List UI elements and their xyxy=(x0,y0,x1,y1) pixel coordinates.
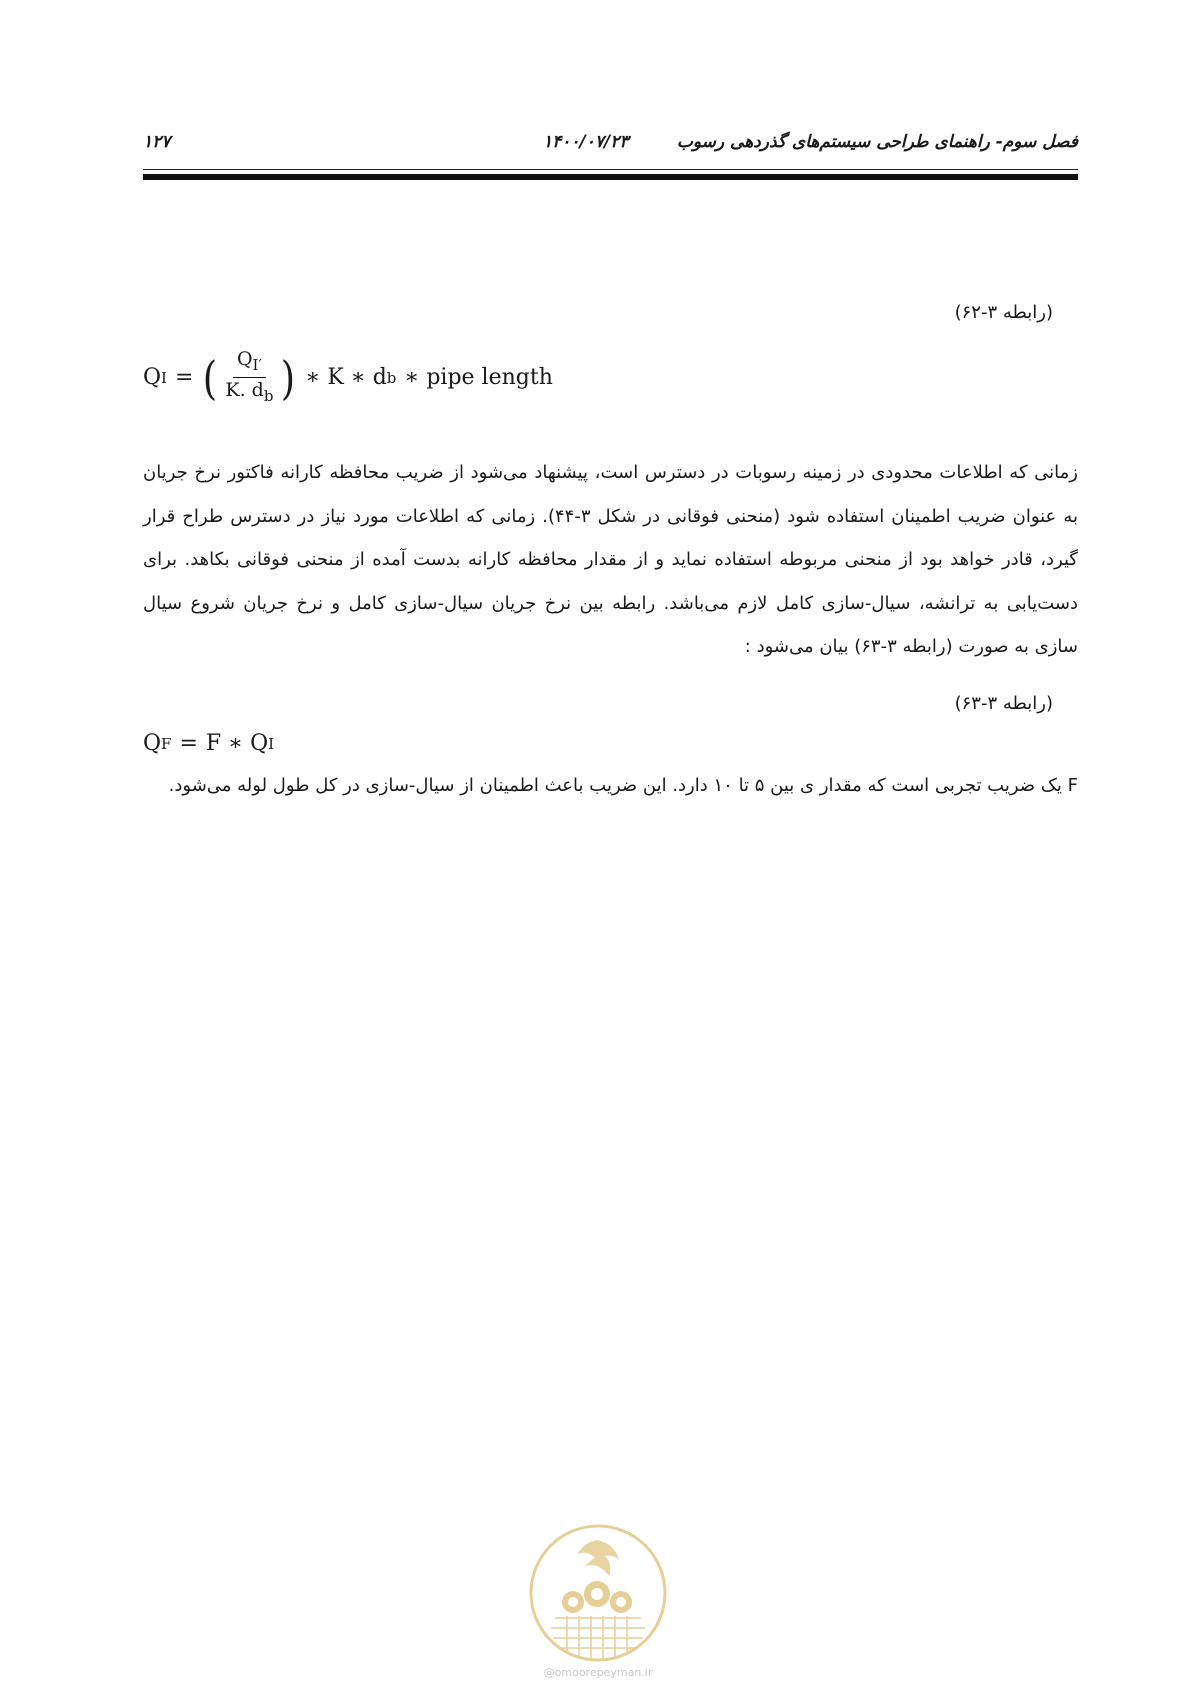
eq62-term-k-db-sub: b xyxy=(386,368,397,387)
eq62-parenthesized-fraction xyxy=(201,348,297,407)
eq62-term-k-db: ∗ K ∗ d xyxy=(305,365,387,390)
watermark-logo-text: امورپیمان xyxy=(595,1584,601,1585)
header-rule-thick xyxy=(143,174,1078,180)
eq63-rhs-sub: I xyxy=(268,734,275,753)
chapter-title: فصل سوم- راهنمای طراحی سیستم‌های گذردهی رسوب xyxy=(676,132,1078,152)
equation-63-label: (رابطه ۳-۶۳) xyxy=(954,693,1053,714)
watermark-url: @omoorepeyman.ir xyxy=(543,1666,653,1679)
paragraph-1: زمانی که اطلاعات محدودی در زمینه رسوبات در دسترس است، پیشنهاد می‌شود از ضریب محافظه کارانه فاکتور نرخ جریان به عنوان ضریب اطمینان استفاده شود (منحنی فوقانی در شکل ۳-۴۴). زمانی که اطلاعات مورد نیاز در دسترس طراح قرار گیرد، قادر خواهد بود از منحنی مربوطه استفاده نماید و از مقدار محافظه کارانه بدست آمده از منحنی فوقانی بکاهد. برای دست‌یابی به ترانشه، سیال-سازی کامل لازم می‌باشد. رابطه بین نرخ جریان سیال-سازی کامل و نرخ جریان شروع سیال سازی به صورت (رابطه ۳-۶۳) بیان می‌شود : xyxy=(143,462,1078,657)
equation-62-label: (رابطه ۳-۶۲) xyxy=(954,302,1053,323)
equation-63-formula xyxy=(143,731,274,756)
watermark-logo-icon xyxy=(527,1522,669,1664)
eq62-lhs-sub: I xyxy=(161,368,167,387)
header-rule-thin xyxy=(143,169,1078,170)
eq62-denominator: K. $d_b$ xyxy=(225,379,274,405)
paragraph-2: F یک ضریب تجربی است که مقدار ی بین ۵ تا ۱۰ دارد. این ضریب باعث اطمینان از سیال-سازی در کل طول لوله می‌شود. xyxy=(168,775,1078,796)
eq62-fraction xyxy=(221,348,277,407)
page-header xyxy=(143,128,1078,158)
right-paren: ) xyxy=(281,350,296,405)
eq63-lhs: Q xyxy=(143,731,162,756)
eq62-term-pipe-length: ∗ pipe length xyxy=(404,365,553,390)
left-paren: ( xyxy=(203,350,218,405)
header-date: ۱۴۰۰/۰۷/۲۳ xyxy=(543,132,629,152)
equation-62-formula xyxy=(143,348,553,407)
eq63-lhs-sub: F xyxy=(161,734,172,753)
eq62-lhs: Q xyxy=(143,365,162,390)
eq63-rhs: F ∗ Q xyxy=(205,731,269,756)
eq62-equals: = xyxy=(174,365,194,390)
eq62-numerator: $Q_{I'}$ xyxy=(233,348,266,378)
eq63-equals: = xyxy=(179,731,198,756)
page-number: ۱۲۷ xyxy=(143,132,171,152)
